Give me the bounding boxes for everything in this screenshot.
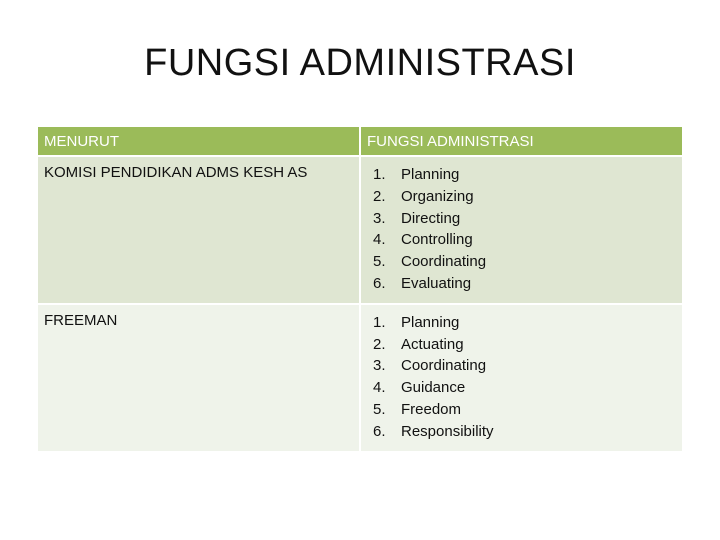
list-item (373, 355, 676, 377)
administration-functions-table (36, 125, 684, 453)
header-menurut: MENURUT (37, 126, 360, 156)
item-number: 2. (373, 187, 386, 205)
item-number: 4. (373, 379, 386, 397)
item-text: Directing (401, 209, 461, 227)
list-item (373, 229, 676, 251)
list-item (373, 164, 676, 186)
item-text: Coordinating (401, 357, 487, 375)
item-text: Planning (401, 313, 460, 331)
row-source: FREEMAN (37, 304, 360, 452)
item-number: 6. (373, 274, 386, 292)
item-number: 2. (373, 335, 386, 353)
table-row (37, 156, 683, 304)
list-item (373, 399, 676, 421)
table-header-row (37, 126, 683, 156)
item-number: 6. (373, 422, 386, 440)
list-item (373, 377, 676, 399)
item-text: Evaluating (401, 274, 472, 292)
item-text: Responsibility (401, 422, 494, 440)
header-fungsi-administrasi: FUNGSI ADMINISTRASI (360, 126, 683, 156)
item-number: 3. (373, 357, 386, 375)
item-text: Guidance (401, 379, 466, 397)
list-item (373, 312, 676, 334)
list-item (373, 208, 676, 230)
item-number: 3. (373, 209, 386, 227)
table-row (37, 304, 683, 452)
list-item (373, 186, 676, 208)
item-text: Organizing (401, 187, 474, 205)
item-number: 4. (373, 231, 386, 249)
item-number: 5. (373, 400, 386, 418)
item-number: 5. (373, 253, 386, 271)
function-list (367, 164, 676, 295)
row-functions (360, 156, 683, 304)
list-item (373, 421, 676, 443)
item-text: Actuating (401, 335, 464, 353)
item-number: 1. (373, 166, 386, 183)
list-item (373, 273, 676, 295)
item-text: Freedom (401, 400, 462, 418)
row-functions (360, 304, 683, 452)
item-text: Coordinating (401, 253, 487, 271)
item-text: Planning (401, 166, 460, 183)
slide-title: FUNGSI ADMINISTRASI (144, 42, 576, 84)
row-source: KOMISI PENDIDIKAN ADMS KESH AS (37, 156, 360, 304)
function-list (367, 312, 676, 443)
item-text: Controlling (401, 231, 473, 249)
list-item (373, 334, 676, 356)
list-item (373, 251, 676, 273)
item-number: 1. (373, 313, 386, 331)
